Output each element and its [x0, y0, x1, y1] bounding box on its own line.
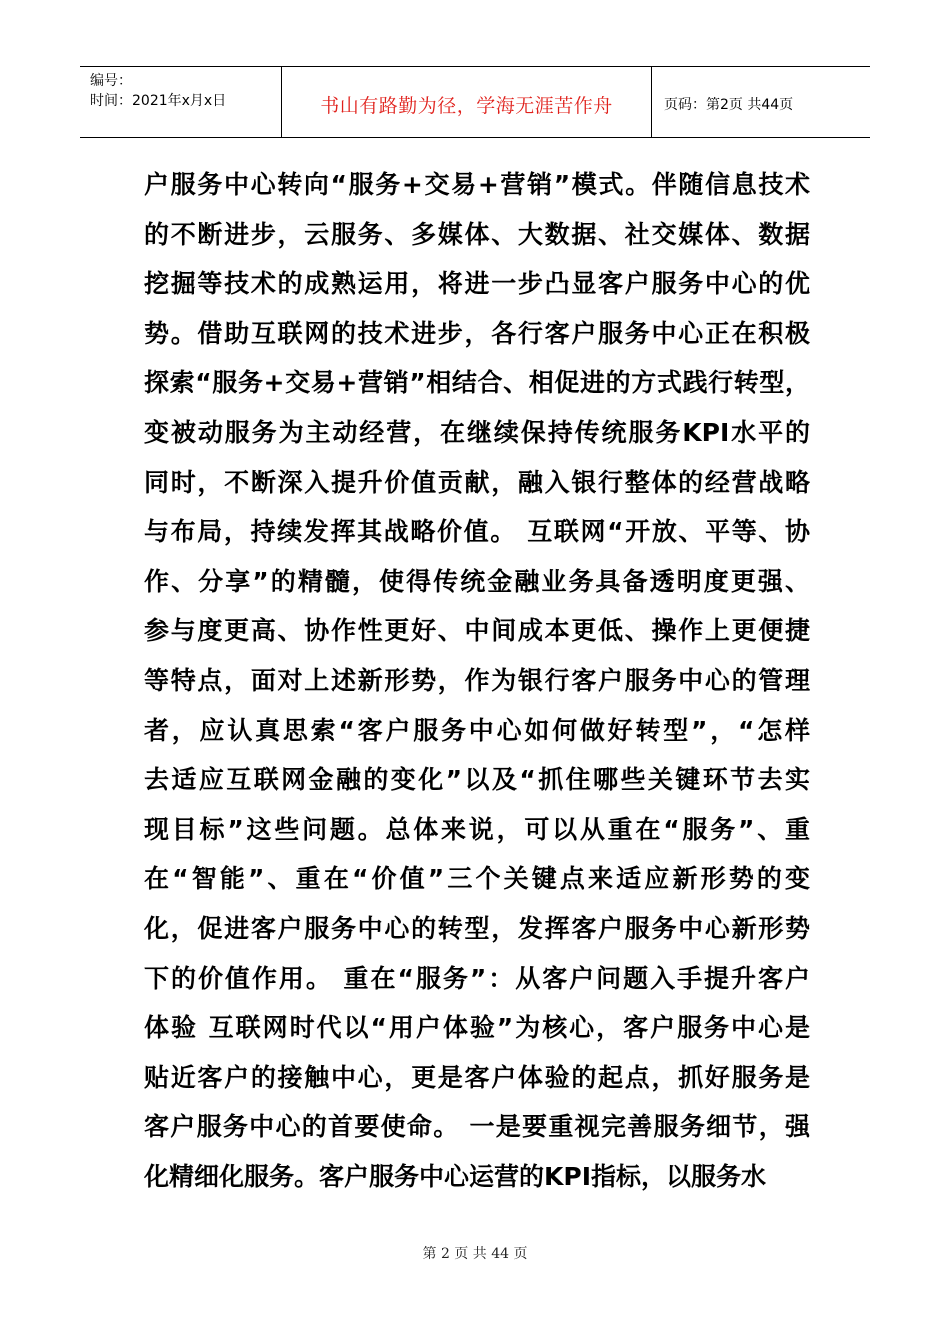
body-line: 挖掘等技术的成熟运用，将进一步凸显客户服务中心的优 [144, 269, 810, 299]
body-line: 化精细化服务。客户服务中心运营的KPI指标，以服务水 [144, 1161, 766, 1191]
header-motto: 书山有路勤为径，学海无涯苦作舟 [282, 67, 652, 137]
time-label: 时间：2021年x月x日 [90, 93, 227, 109]
body-line: 下的价值作用。 重在“服务”：从客户问题入手提升客户 [144, 963, 810, 993]
header-page-info: 页码：第2页 共44页 [664, 97, 794, 113]
document-body [144, 160, 810, 1201]
body-line: 在“智能”、重在“价值”三个关键点来适应新形势的变 [144, 864, 810, 894]
body-line: 等特点，面对上述新形势，作为银行客户服务中心的管理 [144, 665, 810, 695]
body-line: 体验 互联网时代以“用户体验”为核心，客户服务中心是 [144, 1013, 810, 1043]
body-line: 探索“服务+交易+营销”相结合、相促进的方式践行转型， [144, 368, 810, 398]
body-line: 现目标”这些问题。总体来说，可以从重在“服务”、重 [144, 814, 810, 844]
body-line: 作、分享”的精髓，使得传统金融业务具备透明度更强、 [144, 566, 810, 596]
body-line: 变被动服务为主动经营，在继续保持传统服务KPI水平的 [144, 417, 810, 447]
body-line: 的不断进步，云服务、多媒体、大数据、社交媒体、数据 [144, 219, 810, 249]
body-line: 化，促进客户服务中心的转型，发挥客户服务中心新形势 [144, 913, 810, 943]
number-label: 编号： [90, 73, 132, 89]
body-line: 参与度更高、协作性更好、中间成本更低、操作上更便捷 [144, 616, 810, 646]
body-line: 同时，不断深入提升价值贡献，融入银行整体的经营战略 [144, 467, 810, 497]
header-meta [80, 67, 282, 137]
body-line: 户服务中心转向“服务+交易+营销”模式。伴随信息技术 [144, 170, 810, 199]
page-footer: 第 2 页 共 44 页 [422, 1246, 528, 1262]
page-header [80, 66, 870, 138]
body-line: 与布局，持续发挥其战略价值。 互联网“开放、平等、协 [144, 517, 810, 547]
body-line: 者，应认真思索“客户服务中心如何做好转型”，“怎样 [144, 715, 810, 745]
body-line: 贴近客户的接触中心，更是客户体验的起点，抓好服务是 [144, 1062, 810, 1092]
body-line: 客户服务中心的首要使命。 一是要重视完善服务细节，强 [144, 1112, 810, 1142]
body-line: 去适应互联网金融的变化”以及“抓住哪些关键环节去实 [144, 765, 810, 795]
body-line: 势。借助互联网的技术进步，各行客户服务中心正在积极 [144, 318, 810, 348]
